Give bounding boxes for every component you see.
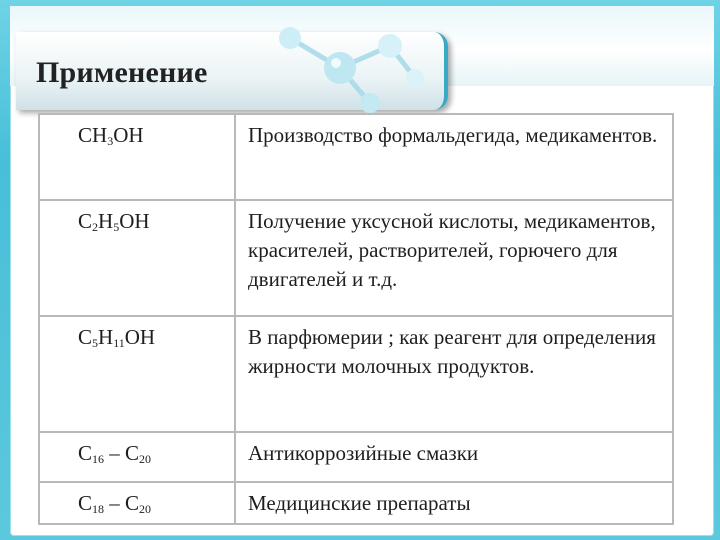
table-row (39, 316, 673, 432)
formula-mid: – C (104, 491, 140, 515)
formula-cell (39, 482, 235, 524)
formula-prefix: C (78, 209, 93, 233)
formula-cell (39, 200, 235, 316)
formula-prefix: C (78, 325, 93, 349)
formula-sub2: 5 (113, 220, 120, 234)
table-row (39, 482, 673, 524)
formula-sub2: 11 (113, 336, 125, 350)
application-cell: В парфюмерии ; как реагент для определения жирности молочных продуктов. (235, 316, 673, 432)
formula-sub1: 18 (92, 502, 105, 516)
application-cell: Антикоррозийные смазки (235, 432, 673, 482)
applications-table (38, 113, 674, 523)
formula-cell (39, 114, 235, 200)
table-row (39, 200, 673, 316)
formula-suffix: OH (119, 209, 150, 233)
formula-sub1: 16 (92, 452, 105, 466)
application-cell: Медицинские препараты (235, 482, 673, 524)
formula-sub1: 2 (92, 220, 99, 234)
page-title: Применение (36, 56, 208, 89)
formula-sub2: 20 (139, 452, 152, 466)
formula-mid: H (98, 209, 114, 233)
formula-prefix: CH (78, 123, 108, 147)
formula-mid: – C (104, 441, 140, 465)
formula-sub1: 3 (107, 134, 114, 148)
formula-cell (39, 316, 235, 432)
formula-sub2: 20 (139, 502, 152, 516)
molecule-icon (250, 18, 430, 118)
formula-mid: OH (113, 123, 144, 147)
formula-suffix: OH (124, 325, 156, 349)
formula-prefix: C (78, 491, 93, 515)
application-cell: Производство формальдегида, медикаментов. (235, 114, 673, 200)
formula-mid: H (98, 325, 114, 349)
formula-prefix: C (78, 441, 93, 465)
table-row (39, 114, 673, 200)
formula-cell (39, 432, 235, 482)
table-row (39, 432, 673, 482)
formula-sub1: 5 (92, 336, 99, 350)
application-cell: Получение уксусной кислоты, медикаментов, красителей, растворителей, горючего для двигателей и т.д. (235, 200, 673, 316)
